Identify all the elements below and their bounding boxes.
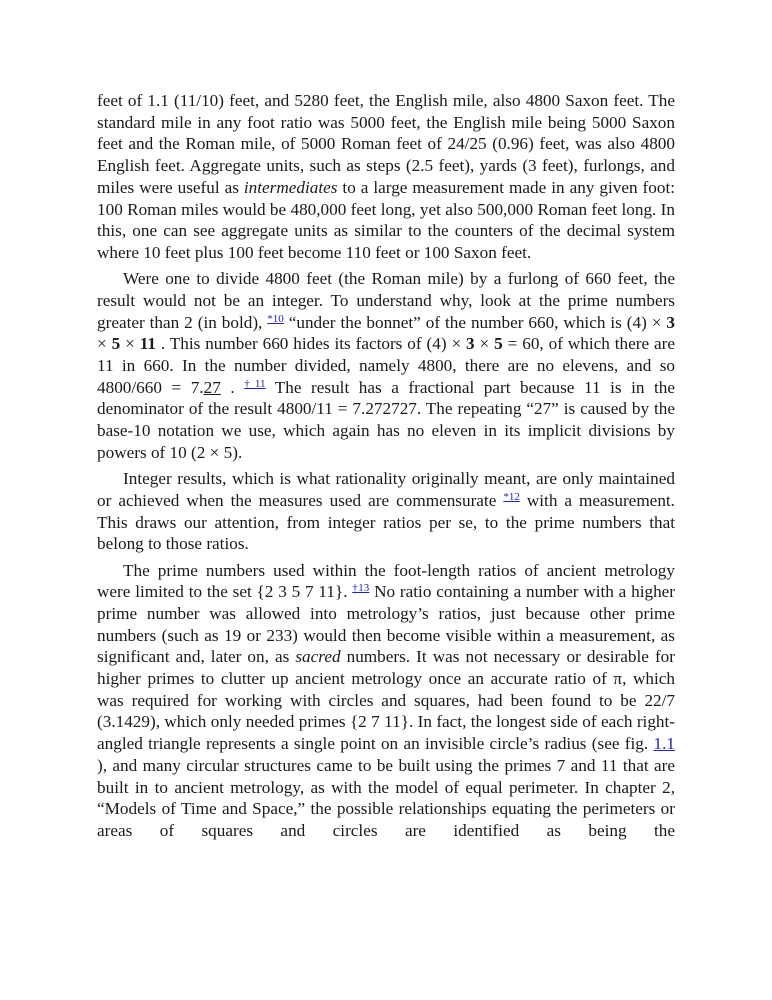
- bold-prime: 5: [494, 334, 503, 354]
- text-run: ×: [97, 334, 112, 354]
- bold-prime: 3: [666, 312, 676, 332]
- italic-text: sacred: [295, 647, 341, 667]
- paragraph: [97, 268, 675, 463]
- text-run: feet of 1.1 (11/10) feet, and 5280 feet, the English mile, also 4800 Saxon feet. The standard mile in any foot ratio was 5000 feet, the English mile being 5000 Saxon feet and the Roman mile, of 5000 Roman feet of 24/25 (0.96) feet, was also 4800 English feet. Aggregate units, such as steps (2.5 feet), yards (3 feet), furlongs, and miles were useful as: [97, 91, 675, 197]
- book-page-text: [97, 90, 675, 842]
- repeating-digits: 27: [203, 377, 221, 397]
- text-run: with a measurement. This draws our attention, from integer ratios per se, to the prime numbers that belong to those ratios.: [97, 490, 675, 554]
- paragraph: [97, 90, 675, 264]
- bold-prime: 5: [111, 334, 121, 354]
- text-run: .: [220, 377, 245, 397]
- text-run: = 60, of which there are 11 in 660. In the number divided, namely 4800, there are no elevens, and so 4800/660 = 7.: [97, 334, 675, 397]
- paragraph: [97, 560, 675, 842]
- bold-prime: 3: [466, 334, 475, 354]
- paragraph: [97, 468, 675, 555]
- text-run: The result has a fractional part because 11 is in the denominator of the result 4800/11 = 7.272727. The repeating “27” is caused by the base-10 notation we use, which again has no eleven in its implicit divisions by powers of 10 (2 × 5).: [97, 377, 675, 462]
- text-run: Were one to divide 4800 feet (the Roman mile) by a furlong of 660 feet, the result would not be an integer. To understand why, look at the prime numbers greater than 2 (in bold),: [97, 269, 675, 332]
- text-run: The prime numbers used within the foot-length ratios of ancient metrology were limited to the set {2 3 5 7 11}.: [97, 560, 675, 602]
- text-run: ), and many circular structures came to be built using the primes 7 and 11 that are built in to ancient metrology, as with the model of equal perimeter. In chapter 2, “Models of Time and Space,” the possible relationships equating the perimeters or areas of squares and circles are identified as being the: [97, 755, 675, 840]
- text-run: numbers. It was not necessary or desirable for higher primes to clutter up ancient metrology once an accurate ratio of π, which was required for working with circles and squares, had been found to be 22/7 (3.1429), which only needed primes {2 7 11}. In fact, the longest side of each right-angled triangle represents a single point on an invisible circle’s radius (see fig.: [97, 647, 675, 754]
- text-run: . This number 660 hides its factors of (4) ×: [155, 334, 467, 354]
- footnote-link[interactable]: *10: [267, 312, 284, 325]
- text-run: No ratio containing a number with a higher prime number was allowed into metrology’s ratios, just because other prime numbers (such as 19 or 233) would then become visible within a measurement, as significant and, later on, as: [97, 582, 676, 667]
- text-run: ×: [120, 334, 140, 354]
- text-run: Integer results, which is what rationality originally meant, are only maintained or achieved when the measures used are commensurate: [97, 469, 675, 510]
- text-run: ×: [474, 334, 495, 354]
- bold-prime: 11: [139, 334, 156, 354]
- footnote-link[interactable]: †11: [244, 377, 266, 390]
- text-run: to a large measurement made in any given foot: 100 Roman miles would be 480,000 feet long, yet also 500,000 Roman feet long. In this, one can see aggregate units as similar to the counters of the decimal system where 10 feet plus 100 feet become 110 feet or 100 Saxon feet.: [97, 177, 676, 262]
- italic-text: intermediates: [243, 177, 338, 197]
- footnote-link[interactable]: †13: [352, 582, 370, 595]
- figure-link[interactable]: 1.1: [653, 734, 675, 754]
- text-run: “under the bonnet” of the number 660, which is (4) ×: [283, 312, 667, 332]
- footnote-link[interactable]: *12: [503, 490, 520, 503]
